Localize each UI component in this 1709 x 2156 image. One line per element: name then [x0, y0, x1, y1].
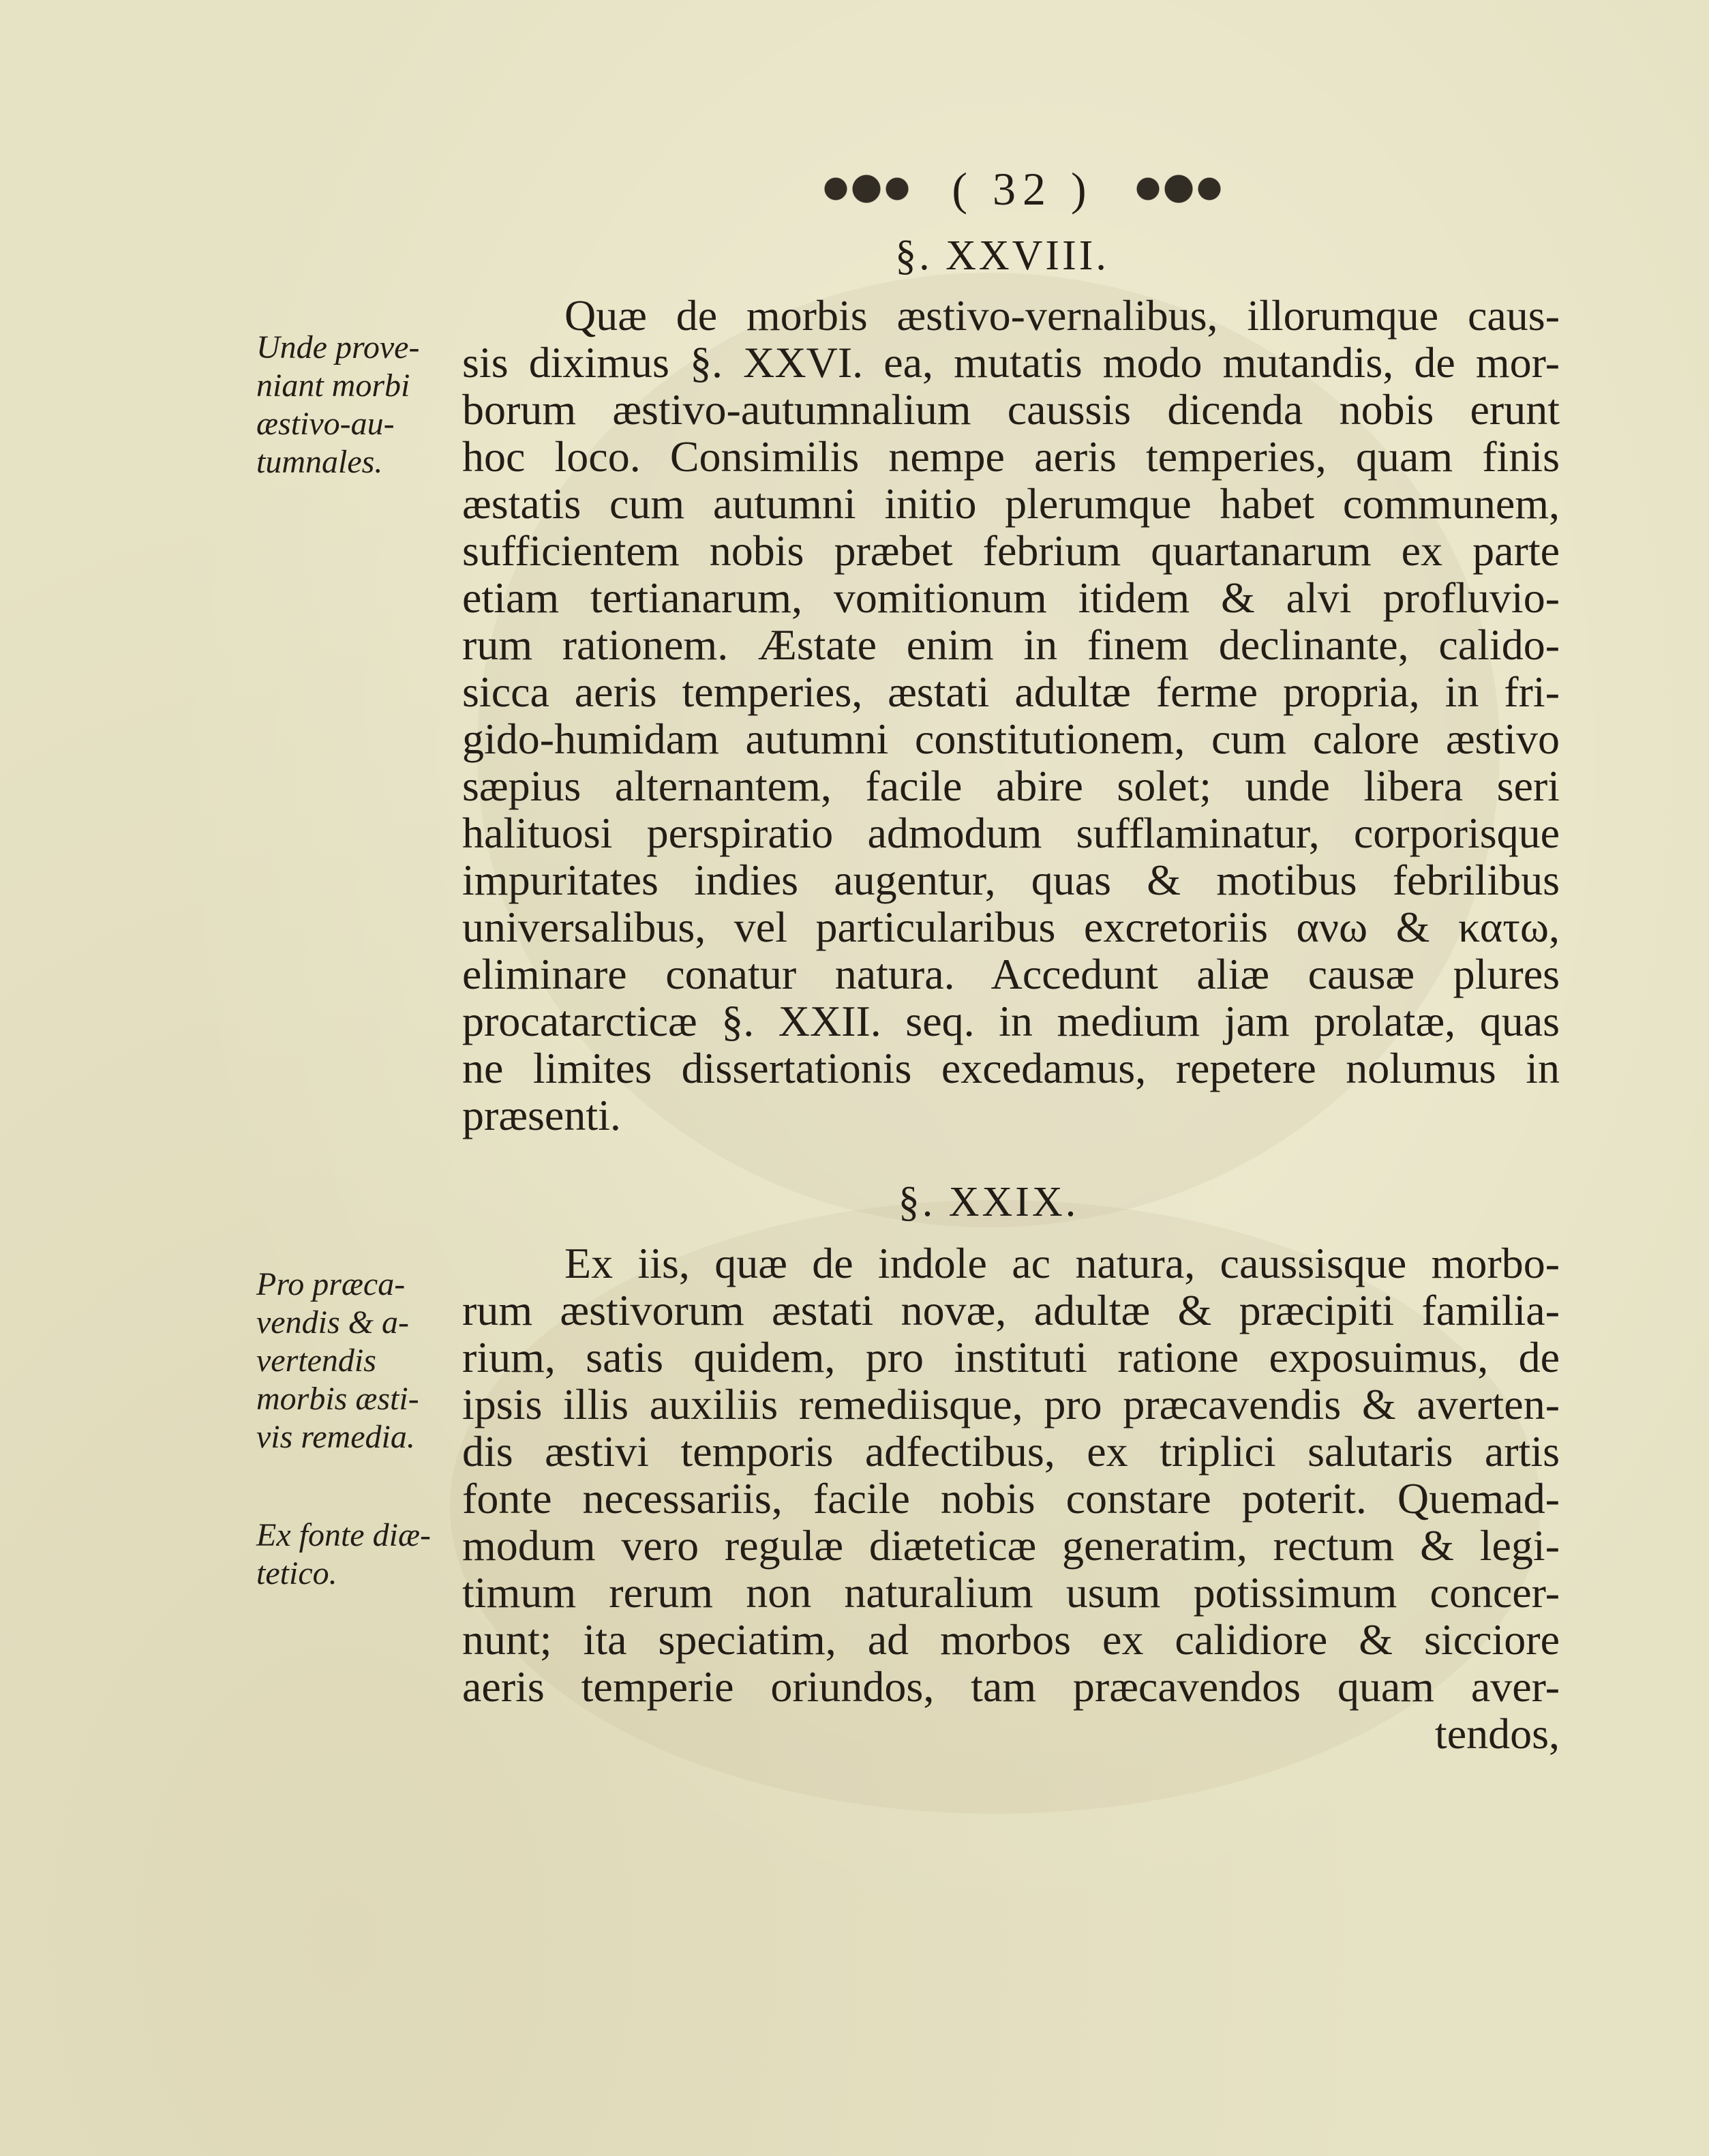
section-heading: §. XXVIII.: [895, 233, 1109, 279]
text-line: rum rationem. Æstate enim in finem declinante, calido-: [462, 620, 1560, 669]
text-line: præsenti.: [462, 1091, 621, 1139]
text-line: sicca aeris temperies, æstati adultæ ferme propria, in fri-: [462, 668, 1560, 716]
text-line: universalibus, vel particularibus excretoriis ανω & κατω,: [462, 903, 1560, 951]
text-line: etiam tertianarum, vomitionum itidem & alvi profluvio-: [462, 573, 1560, 622]
text-line: rium, satis quidem, pro instituti ratione exposuimus, de: [462, 1333, 1560, 1381]
text-line: hoc loco. Consimilis nempe aeris temperies, quam finis: [462, 432, 1560, 481]
margin-note-line: vis remedia.: [256, 1419, 415, 1455]
margin-note: [256, 1516, 461, 1593]
left-ornament-icon: [815, 168, 918, 209]
text-line: modum vero regulæ diæteticæ generatim, rectum & legi-: [462, 1521, 1560, 1570]
text-line: eliminare conatur natura. Accedunt aliæ causæ plures: [462, 950, 1560, 998]
text-line: sis diximus §. XXVI. ea, mutatis modo mutandis, de mor-: [462, 338, 1560, 387]
margin-note-line: Pro præca-: [256, 1266, 406, 1302]
margin-note-line: æstivo-au-: [256, 406, 395, 442]
text-line: Quæ de morbis æstivo-vernalibus, illorumque caus-: [564, 291, 1560, 340]
text-line: borum æstivo-autumnalium caussis dicenda nobis erunt: [462, 385, 1560, 434]
text-line: sufficientem nobis præbet febrium quartanarum ex parte: [462, 526, 1560, 575]
text-line: procatarcticæ §. XXII. seq. in medium jam prolatæ, quas: [462, 997, 1560, 1045]
text-line: impuritates indies augentur, quas & motibus febrilibus: [462, 856, 1560, 904]
margin-note-line: morbis æsti-: [256, 1381, 419, 1417]
margin-note-line: niant morbi: [256, 368, 410, 404]
page-number: ( 32 ): [952, 162, 1093, 215]
text-line: timum rerum non naturalium usum potissimum concer-: [462, 1568, 1560, 1617]
text-line: fonte necessariis, facile nobis constare poterit. Quemad-: [462, 1474, 1560, 1523]
margin-note: [256, 329, 461, 481]
page-header: [784, 158, 1261, 220]
margin-note-line: tumnales.: [256, 444, 383, 480]
text-line: æstatis cum autumni initio plerumque habet communem,: [462, 479, 1560, 528]
margin-note-line: tetico.: [256, 1555, 337, 1591]
text-line: dis æstivi temporis adfectibus, ex triplici salutaris artis: [462, 1427, 1560, 1476]
catchword: tendos,: [1434, 1709, 1560, 1758]
margin-note: [256, 1266, 461, 1456]
text-line: sæpius alternantem, facile abire solet; unde libera seri: [462, 762, 1560, 810]
text-line: gido-humidam autumni constitutionem, cum calore æstivo: [462, 715, 1560, 763]
text-line: ipsis illis auxiliis remediisque, pro præcavendis & averten-: [462, 1380, 1560, 1428]
margin-note-line: Ex fonte diæ-: [256, 1517, 431, 1553]
margin-note-line: vertendis: [256, 1343, 376, 1379]
text-line: rum æstivorum æstati novæ, adultæ & præcipiti familia-: [462, 1286, 1560, 1334]
section-heading: §. XXIX.: [898, 1179, 1079, 1225]
margin-note-line: vendis & a-: [256, 1304, 409, 1341]
text-line: ne limites dissertationis excedamus, repetere nolumus in: [462, 1044, 1560, 1092]
section-body: [462, 1240, 1560, 1757]
text-line: Ex iis, quæ de indole ac natura, caussisque morbo-: [564, 1239, 1560, 1287]
text-line: halituosi perspiratio admodum sufflaminatur, corporisque: [462, 809, 1560, 857]
section-body: [462, 292, 1560, 1139]
margin-note-line: Unde prove-: [256, 329, 420, 365]
right-ornament-icon: [1128, 168, 1230, 209]
text-line: aeris temperie oriundos, tam præcavendos quam aver-: [462, 1662, 1560, 1711]
text-line: nunt; ita speciatim, ad morbos ex calidiore & sicciore: [462, 1615, 1560, 1664]
